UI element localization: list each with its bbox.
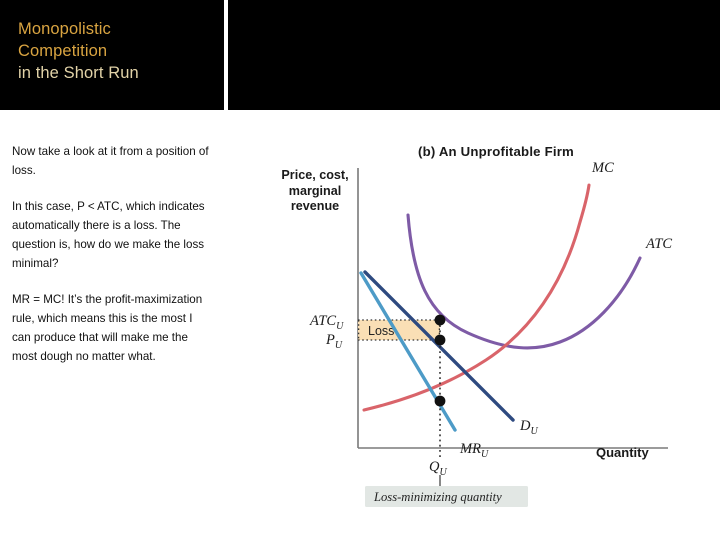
demand-curve-label: $D_U$ — [520, 418, 538, 437]
chart-plot — [268, 130, 708, 510]
caption-box-text: Loss-minimizing quantity — [374, 490, 502, 504]
price-axis-label: $P_U$ — [326, 332, 343, 351]
dot-atc-point — [435, 315, 446, 326]
mc-curve-label: MC — [592, 160, 614, 176]
dot-mr-mc-point — [435, 396, 446, 407]
header-band — [228, 0, 720, 110]
title-line-2: Competition — [18, 42, 108, 60]
title-line-3: in the Short Run — [18, 64, 139, 82]
loss-label: Loss — [368, 324, 395, 338]
x-axis-label: Quantity — [596, 445, 649, 460]
body-text — [12, 142, 212, 366]
paragraph-2: In this case, P < ATC, which indicates automatically there is a loss. The question is, how do we make the loss minimal? — [12, 200, 205, 270]
chart-title: (b) An Unprofitable Firm — [418, 144, 574, 159]
paragraph-1: Now take a look at it from a position of loss. — [12, 145, 209, 177]
atc-price-axis-label: $ATC_U$ — [310, 313, 344, 332]
mc-curve — [364, 185, 589, 410]
dot-price-point — [435, 335, 446, 346]
page-title — [18, 18, 218, 84]
paragraph-3: MR = MC! It’s the profit-maximization rule, which means this is the most I can produce that will make me the most dough no matter what. — [12, 293, 203, 363]
y-axis-label: Price, cost, marginal revenue — [281, 168, 349, 213]
chart-svg — [268, 130, 708, 510]
title-line-1: Monopolistic — [18, 20, 111, 38]
marginal-revenue-curve-label: $MR_U$ — [460, 441, 489, 460]
atc-curve-label: ATC — [646, 236, 673, 252]
chart-figure — [268, 130, 708, 510]
quantity-point-label: $Q_U$ — [429, 459, 447, 478]
